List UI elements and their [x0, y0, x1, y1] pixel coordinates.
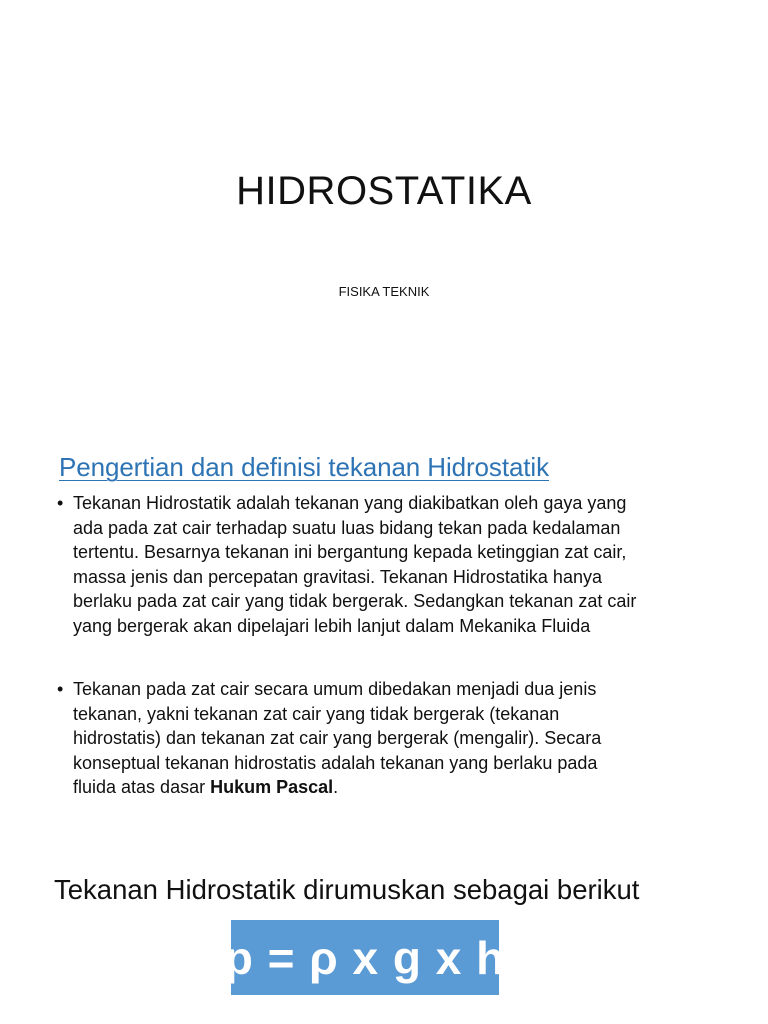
bullet-line: hidrostatis) dan tekanan zat cair yang bergerak (mengalir). Secara	[73, 728, 602, 748]
bullet-text-prefix: fluida atas dasar	[73, 777, 211, 797]
bullet-line: konseptual tekanan hidrostatis adalah tekanan yang berlaku pada	[73, 752, 598, 773]
formula-text: p = ρ x g x h	[224, 931, 506, 984]
bullet-text-suffix: .	[333, 777, 339, 797]
bullet-symbol: •	[57, 493, 64, 513]
bullet-text	[73, 491, 717, 638]
formula-caption: Tekanan Hidrostatik dirumuskan sebagai berikut	[54, 874, 640, 905]
bullet-line: berlaku pada zat cair yang tidak bergerak. Sedangkan tekanan zat cair	[73, 591, 637, 611]
bullet-line: Tekanan pada zat cair secara umum dibedakan menjadi dua jenis	[73, 679, 597, 699]
bullet-line: yang bergerak akan dipelajari lebih lanjut dalam Mekanika Fluida	[73, 615, 591, 636]
bullet-line: tekanan, yakni tekanan zat cair yang tidak bergerak (tekanan	[73, 703, 560, 724]
formula-box	[224, 920, 506, 995]
bullet-text	[73, 677, 717, 800]
bullet-line: tertentu. Besarnya tekanan ini bergantung kepada ketinggian zat cair,	[73, 542, 627, 562]
slide-title: HIDROSTATIKA	[236, 169, 532, 213]
bullet-item-classification	[57, 677, 717, 800]
bullet-item-definition	[57, 491, 717, 638]
bullet-symbol: •	[57, 679, 64, 699]
bullet-line: ada pada zat cair terhadap suatu luas bidang tekan pada kedalaman	[73, 517, 621, 538]
slide-subtitle: FISIKA TEKNIK	[338, 284, 430, 299]
bullet-line-last	[73, 775, 717, 800]
bullet-line: Tekanan Hidrostatik adalah tekanan yang diakibatkan oleh gaya yang	[73, 493, 627, 513]
hukum-pascal-term: Hukum Pascal	[210, 777, 334, 797]
section-heading: Pengertian dan definisi tekanan Hidrostatik	[59, 452, 550, 482]
bullet-line: massa jenis dan percepatan gravitasi. Tekanan Hidrostatika hanya	[73, 566, 602, 587]
